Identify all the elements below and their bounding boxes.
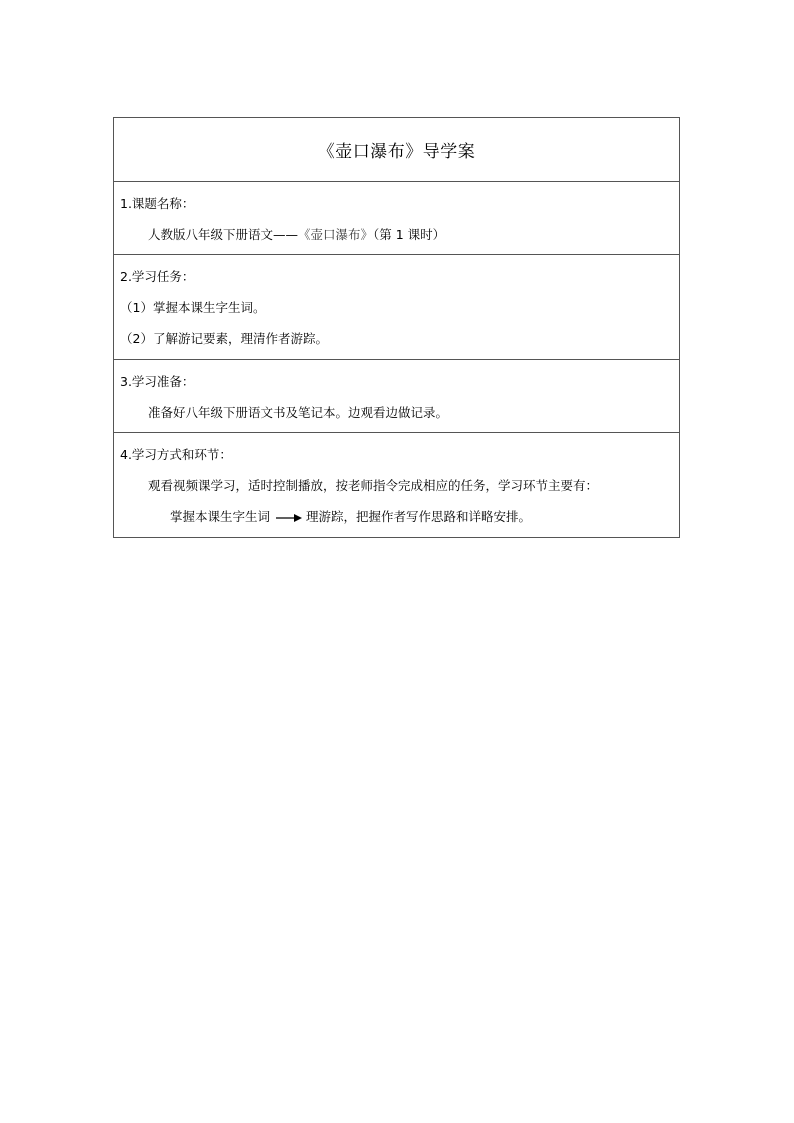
- title-row: [114, 118, 679, 181]
- arrow-right-icon: [276, 513, 302, 523]
- section-heading: 1.课题名称：: [120, 196, 195, 211]
- topic-content: [120, 219, 679, 250]
- flow-end: 理游踪，把握作者写作思路和详略安排。: [306, 509, 532, 524]
- preparation-content: 准备好八年级下册语文书及笔记本。边观看边做记录。: [148, 405, 449, 420]
- section-topic: [114, 181, 679, 254]
- section-tasks: [114, 254, 679, 359]
- section-heading: 4.学习方式和环节：: [120, 447, 232, 462]
- guide-table: [113, 117, 680, 538]
- task-item: （2）了解游记要素，理清作者游踪。: [120, 331, 328, 346]
- topic-suffix: （第 1 课时）: [373, 227, 446, 242]
- section-method: [114, 432, 679, 537]
- topic-prefix: 人教版八年级下册语文——: [148, 227, 299, 242]
- section-heading: 3.学习准备：: [120, 374, 195, 389]
- section-preparation: [114, 359, 679, 432]
- task-item: （1）掌握本课生字生词。: [120, 300, 266, 315]
- method-flow: [120, 501, 679, 532]
- method-content: 观看视频课学习，适时控制播放，按老师指令完成相应的任务，学习环节主要有：: [148, 478, 599, 493]
- topic-book: 《壶口瀑布》: [298, 227, 374, 242]
- flow-start: 掌握本课生字生词: [170, 509, 271, 524]
- document-title: 《壶口瀑布》导学案: [317, 142, 476, 162]
- section-heading: 2.学习任务：: [120, 269, 195, 284]
